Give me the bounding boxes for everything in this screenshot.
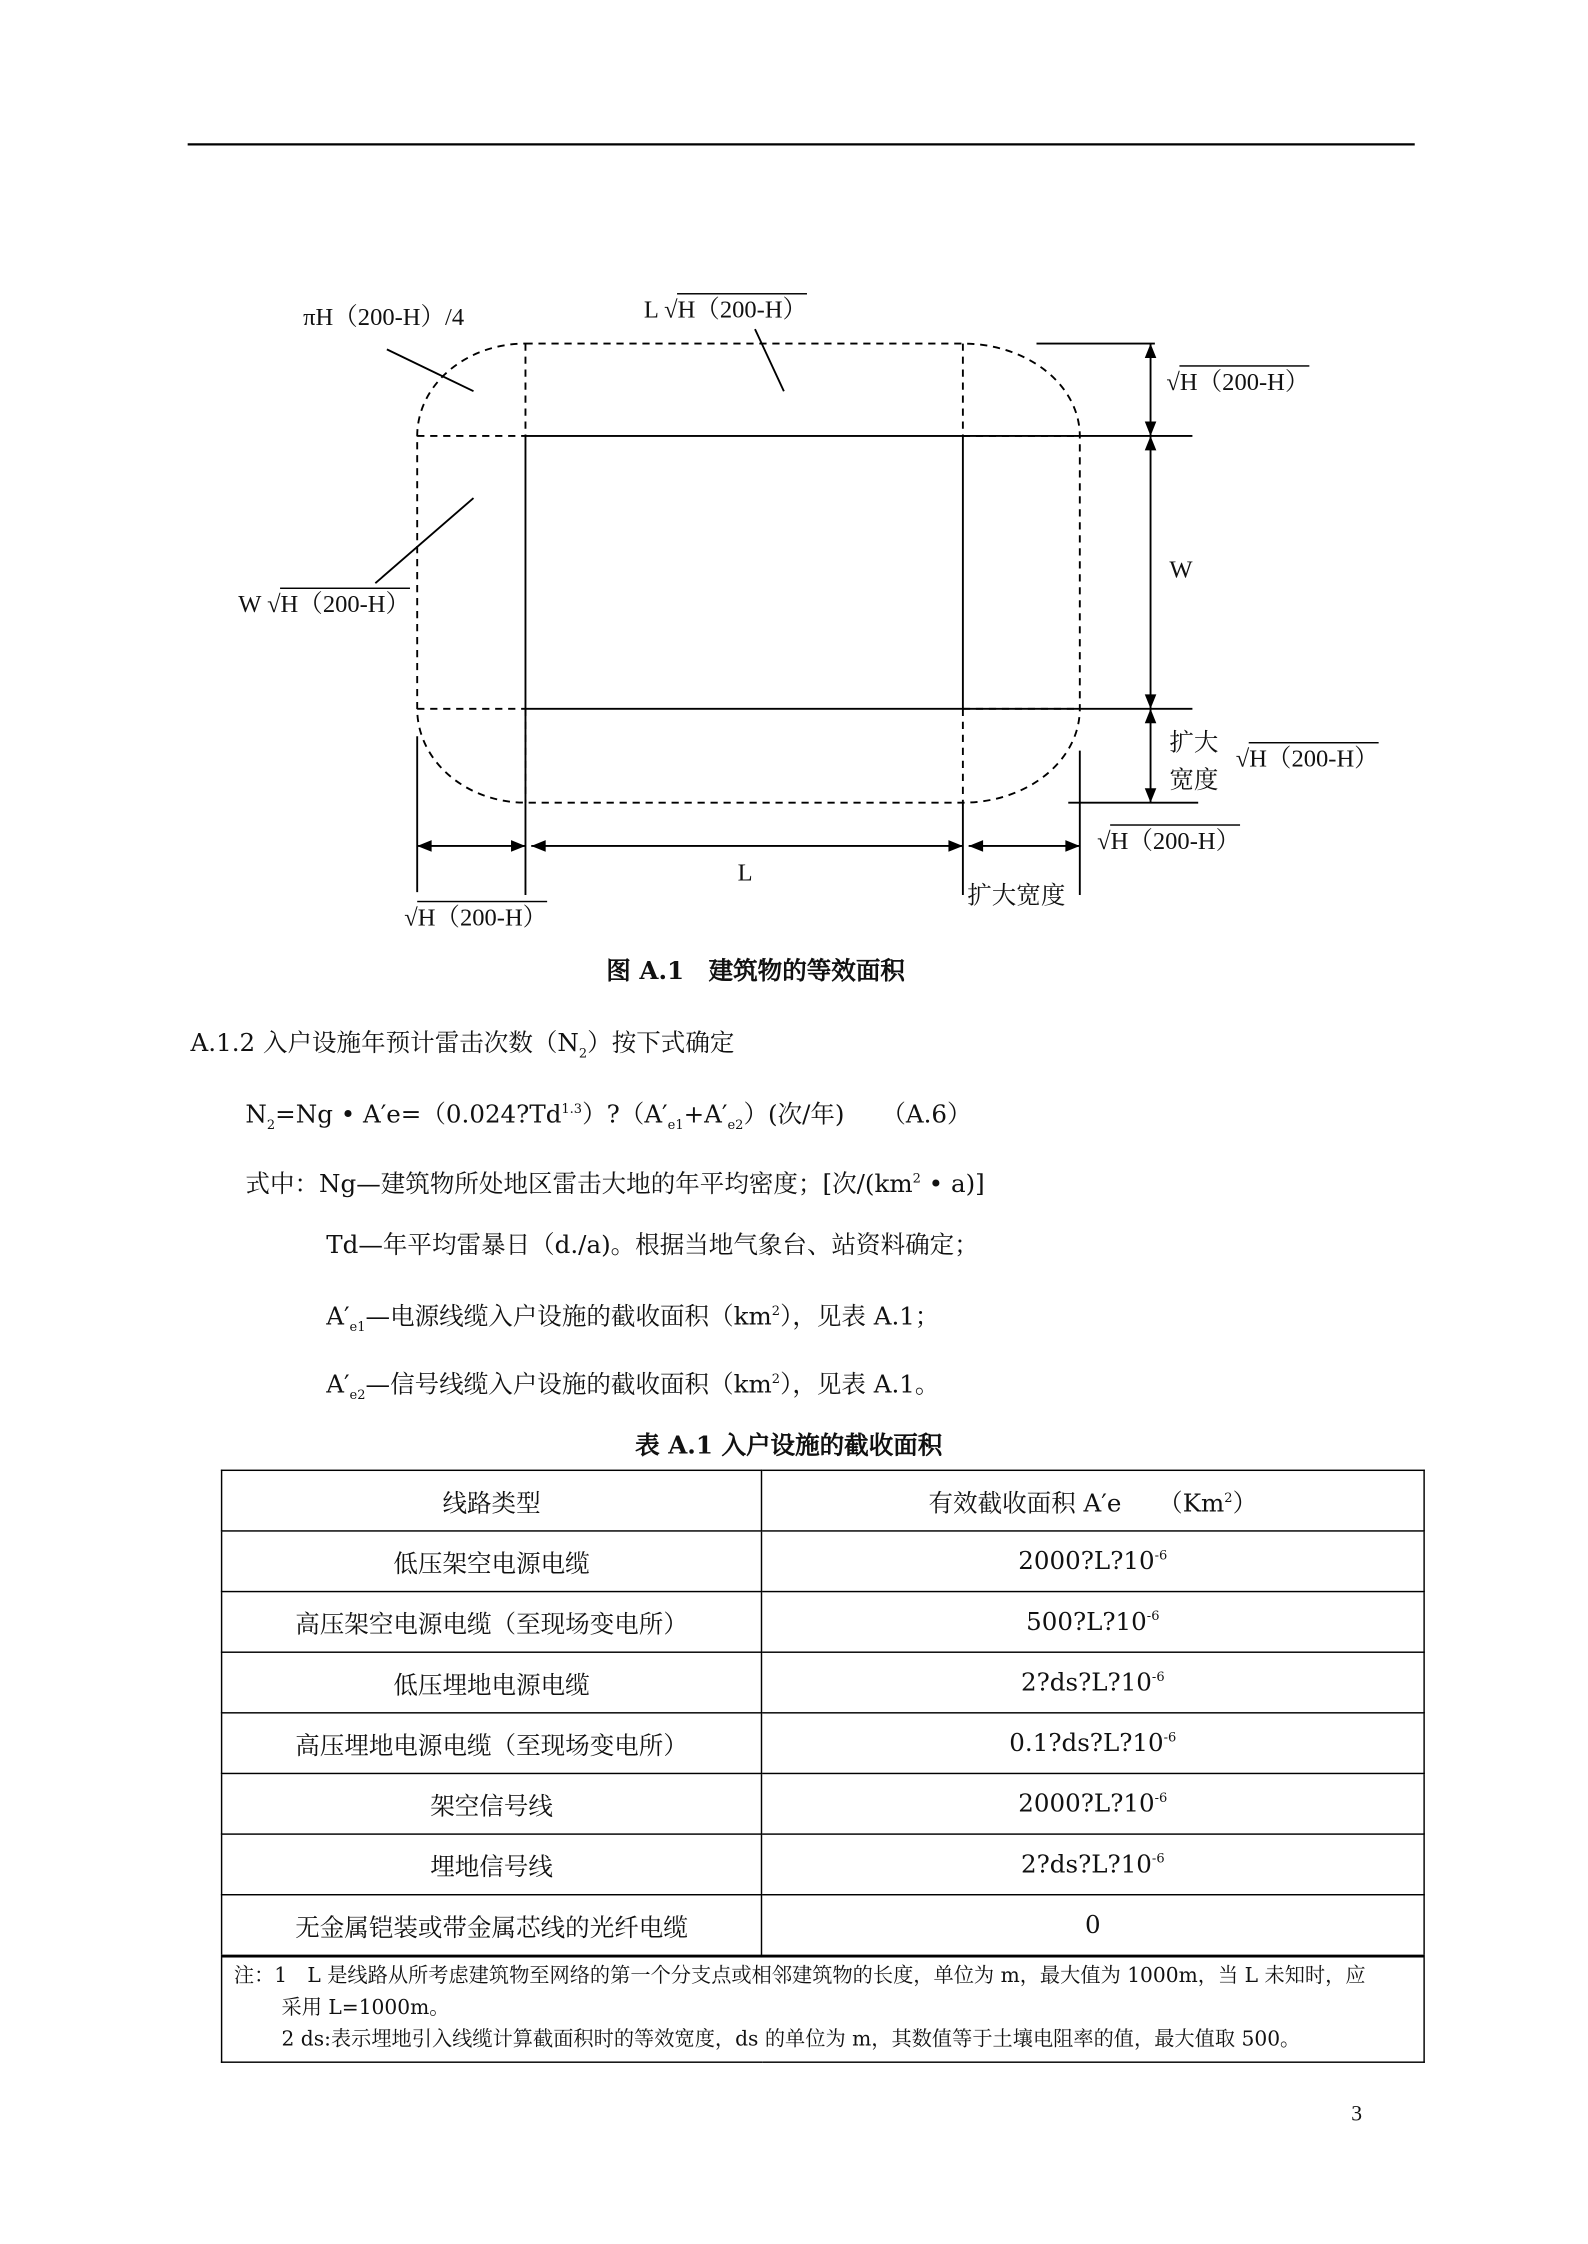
label-expand-2: 宽度 [1169,766,1219,796]
d: A′ [326,1303,350,1332]
label-expand-bottom: 扩大宽度 [967,882,1066,911]
sqrt-expr: H（200-H） [281,588,411,618]
w: • a)] [920,1170,985,1200]
cell-area [761,1531,1424,1592]
cell-type: 低压埋地电源电缆 [222,1652,762,1713]
sqrt-expr: H（200-H） [418,901,548,931]
e: -6 [1151,1670,1165,1685]
equivalent-area-diagram [375,329,1198,895]
e: -6 [1151,1851,1165,1867]
section-heading [191,1029,735,1069]
label-left-extension [404,904,547,933]
d: 2 [771,1305,781,1320]
cell-area [761,1652,1424,1713]
cell-area [761,1834,1424,1895]
e: -6 [1154,1791,1168,1806]
w-prefix: W [238,590,261,618]
h: 有效截收面积 A′e （Km [928,1489,1225,1519]
heading-end: ）按下式确定 [587,1029,735,1059]
cell-area [761,1773,1424,1834]
label-right-extension [1236,745,1379,774]
cell-type: 高压埋地电源电缆（至现场变电所） [222,1713,762,1774]
h: 2 [1224,1491,1233,1507]
h: ） [1232,1489,1258,1519]
a: 0.1?ds?L?10 [1009,1728,1164,1758]
f: ）?（A′ [582,1100,668,1130]
note-2: 2 ds:表示埋地引入线缆计算截面积时的等效宽度，ds 的单位为 m，其数值等于土壤电阻率的值，最大值取 500。 [281,2028,1301,2052]
d: 2 [771,1372,781,1388]
cell-type: 埋地信号线 [222,1834,762,1895]
header-area [761,1470,1424,1531]
table-row [222,1773,1425,1834]
cell-area [761,1713,1424,1774]
f: 1.3 [561,1102,583,1118]
d: ），见表 A.1。 [780,1370,940,1400]
d: A′ [326,1370,350,1400]
e: -6 [1163,1730,1177,1746]
td-definition: Td—年平均雷暴日（d./a)。根据当地气象台、站资料确定； [326,1231,979,1261]
cell-area [761,1895,1424,1956]
sqrt-icon: √ [664,295,678,324]
table-row [222,1713,1425,1774]
a: 2?ds?L?10 [1021,1849,1152,1879]
table-title: 表 A.1 入户设施的截收面积 [635,1432,943,1461]
table-row [222,1531,1425,1592]
f: =Ng • A′e=（0.024?Td [275,1100,562,1130]
f: N [245,1100,267,1130]
cell-type: 架空信号线 [222,1773,762,1834]
heading-sub: 2 [578,1047,588,1062]
sqrt-expr: H（200-H） [1180,365,1310,395]
d: —信号线缆入户设施的截收面积（km [365,1370,772,1400]
f: 2 [266,1118,276,1134]
sqrt-icon: √ [404,903,418,932]
d: —电源线缆入户设施的截收面积（km [365,1303,772,1332]
sqrt-expr: H（200-H） [678,293,808,323]
sqrt-icon: √ [1235,744,1250,773]
cell-type: 高压架空电源电缆（至现场变电所） [222,1592,762,1653]
w: 2 [912,1172,921,1187]
label-width: W [1169,555,1193,584]
table-header [222,1470,1425,1531]
table-row [222,1592,1425,1653]
label-bottom-extension [1097,827,1240,856]
heading-text: A.1.2 入户设施年预计雷击次数（N [190,1029,579,1059]
outer-dashed-boundary [417,344,1080,803]
label-length: L [737,858,753,887]
w: 式中：Ng—建筑物所处地区雷击大地的年平均密度；[次/(km [245,1170,913,1200]
cell-type: 低压架空电源电缆 [222,1531,762,1592]
label-length-extension [644,296,807,325]
a: 2000?L?10 [1018,1546,1155,1576]
a: 2?ds?L?10 [1021,1668,1152,1697]
l-prefix: L [643,295,658,324]
d: e1 [349,1320,366,1336]
formula-a6 [245,1096,971,1141]
table-row [222,1895,1425,1956]
label-expand-1: 扩大 [1169,729,1219,758]
f: ）(次/年) [743,1100,845,1130]
where-ng [245,1165,984,1199]
table-notes [222,1956,1425,2062]
e: -6 [1146,1609,1160,1624]
note-1: 注：1 L 是线路从所考虑建筑物至网络的第一个分支点或相邻建筑物的长度，单位为 m，最大值为 1000m，当 L 未知时，应 [233,1964,1366,1988]
sqrt-expr: H（200-H） [1249,742,1379,772]
notes-cell [222,1956,1425,2062]
label-width-extension [238,590,410,619]
note-1-cont: 采用 L=1000m。 [281,1996,450,2020]
sqrt-expr: H（200-H） [1111,824,1241,854]
label-corner-area: πH（200-H）/4 [303,303,465,331]
interception-area-table [221,1470,1425,2063]
ae1-definition [326,1298,939,1343]
sqrt-icon: √ [267,590,281,618]
label-top-extension [1166,368,1309,397]
e: -6 [1154,1548,1168,1564]
cell-area [761,1592,1424,1653]
a: 2000?L?10 [1018,1789,1155,1819]
a: 500?L?10 [1026,1607,1147,1637]
ae2-definition [326,1366,939,1411]
f: +A′ [683,1100,728,1130]
table-row [222,1652,1425,1713]
d: ），见表 A.1； [780,1303,940,1332]
building-outline [525,436,962,709]
header-line-type: 线路类型 [222,1470,762,1531]
d: e2 [349,1388,366,1404]
formula-number: （A.6） [893,1100,972,1130]
f: e1 [667,1118,684,1134]
sqrt-icon: √ [1166,368,1180,396]
f: e2 [727,1118,744,1134]
a: 0 [1084,1910,1101,1940]
cell-type: 无金属铠装或带金属芯线的光纤电缆 [222,1895,762,1956]
table-row [222,1834,1425,1895]
sqrt-icon: √ [1097,827,1111,855]
page-number: 3 [1351,2103,1363,2127]
figure-caption: 图 A.1 建筑物的等效面积 [606,957,905,986]
